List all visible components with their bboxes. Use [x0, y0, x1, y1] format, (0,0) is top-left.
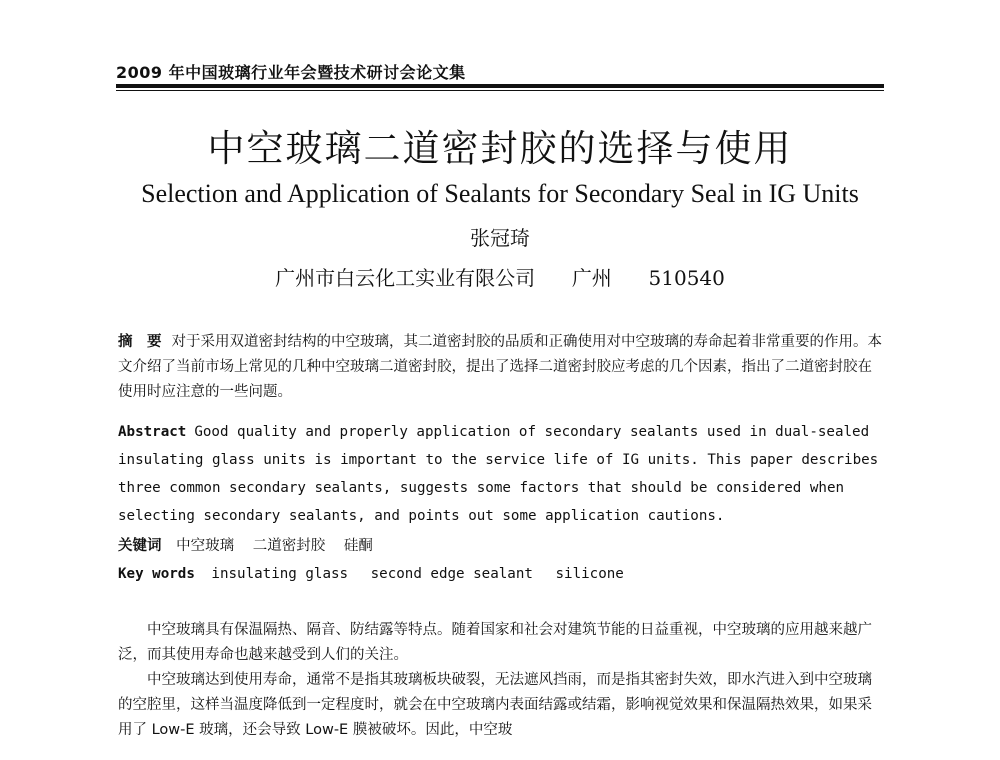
- abstract-english: [118, 418, 884, 530]
- header-rule-thick: [116, 84, 884, 88]
- keyword-english: second edge sealant: [370, 566, 533, 582]
- keyword-chinese: 二道密封胶: [252, 538, 326, 554]
- abstract-chinese-text: 对于采用双道密封结构的中空玻璃，其二道密封胶的品质和正确使用对中空玻璃的寿命起着非常重要的作用。本文介绍了当前市场上常见的几种中空玻璃二道密封胶，提出了选择二道密封胶应考虑的几个因素，指出了二道密封胶在使用时应注意的一些问题。: [118, 334, 882, 400]
- running-head: 2009 年中国玻璃行业年会暨技术研讨会论文集: [116, 63, 466, 82]
- affiliation: 广州市白云化工实业有限公司: [275, 266, 536, 290]
- keyword-english: silicone: [555, 566, 624, 582]
- title-english: Selection and Application of Sealants for Secondary Seal in IG Units: [141, 179, 859, 208]
- keywords-chinese: [118, 534, 884, 559]
- author-name: 张冠琦: [470, 226, 530, 250]
- body-paragraph: 中空玻璃具有保温隔热、隔音、防结露等特点。随着国家和社会对建筑节能的日益重视，中空玻璃的应用越来越广泛，而其使用寿命也越来越受到人们的关注。: [118, 622, 872, 663]
- keyword-english: insulating glass: [211, 566, 349, 582]
- keywords-chinese-label: 关键词: [118, 538, 162, 554]
- body-text: [118, 618, 884, 743]
- abstract-english-label: Abstract: [118, 424, 187, 440]
- affiliation-city: 广州: [571, 266, 612, 290]
- keywords-english: [118, 560, 884, 588]
- abstract-chinese: [118, 330, 884, 405]
- keyword-chinese: 硅酮: [343, 538, 373, 554]
- affiliation-postcode: 510540: [648, 266, 725, 290]
- keyword-chinese: 中空玻璃: [176, 538, 235, 554]
- abstract-chinese-label: 摘 要: [118, 334, 162, 350]
- keywords-english-label: Key words: [118, 566, 195, 582]
- header-rule-thin: [116, 90, 884, 91]
- affiliation-line: [0, 262, 1000, 291]
- body-paragraph: 中空玻璃达到使用寿命，通常不是指其玻璃板块破裂，无法遮风挡雨，而是指其密封失效，即水汽进入到中空玻璃的空腔里，这样当温度降低到一定程度时，就会在中空玻璃内表面结露或结霜，影响视觉效果和保温隔热效果，如果采用了 Low-E 玻璃，还会导致 Low-E 膜被破坏。因此，中空玻: [118, 672, 872, 738]
- title-chinese: 中空玻璃二道密封胶的选择与使用: [207, 127, 793, 170]
- abstract-english-text: Good quality and properly application of secondary sealants used in dual-sealed insulating glass units is important to the service life of IG units. This paper describes three common secondary sealants, suggests some factors that should be considered when selecting secondary sealants, and points out some application cautions.: [118, 424, 879, 524]
